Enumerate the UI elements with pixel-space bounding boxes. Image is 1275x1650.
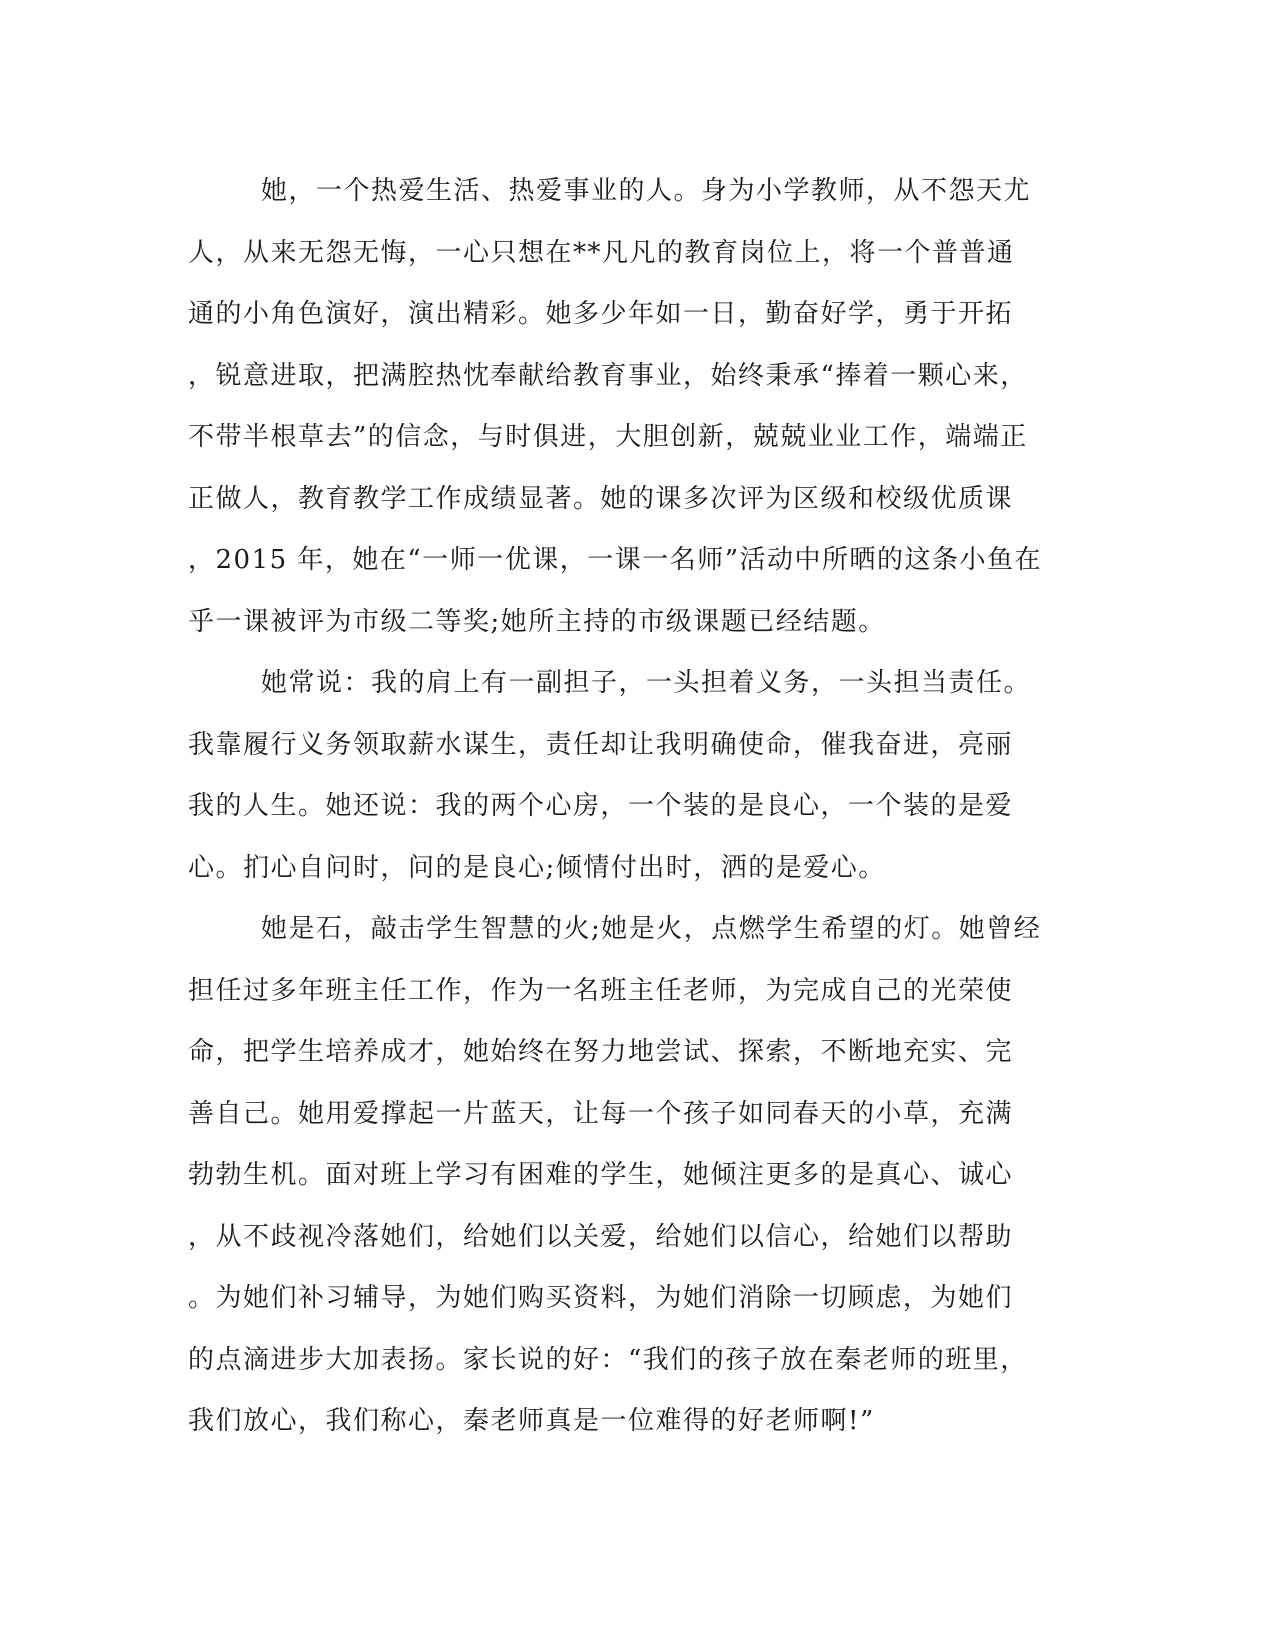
- text-line: 善自己。她用爱撑起一片蓝天，让每一个孩子如同春天的小草，充满: [188, 1098, 1014, 1129]
- text-line: 她常说：我的肩上有一副担子，一头担着义务，一头担当责任。: [261, 668, 1032, 698]
- text-line: 勃勃生机。面对班上学习有困难的学生，她倾注更多的是真心、诚心: [188, 1160, 1014, 1190]
- document-body: [188, 161, 1088, 1453]
- text-line: 她，一个热爱生活、热爱事业的人。身为小学教师，从不怨天尤: [261, 176, 1032, 206]
- text-line: 乎一课被评为市级二等奖;她所主持的市级课题已经结题。: [188, 606, 886, 637]
- text-line: 。为她们补习辅导，为她们购买资料，为她们消除一切顾虑，为她们: [188, 1283, 1014, 1313]
- text-line: 人，从来无怨无悔，一心只想在**凡凡的教育岗位上，将一个普普通: [188, 237, 1015, 268]
- paragraph-1: [188, 161, 1088, 653]
- paragraph-3: [188, 899, 1088, 1453]
- text-line: 正做人，教育教学工作成绩显著。她的课多次评为区级和校级优质课: [188, 483, 1014, 514]
- text-line: 我们放心，我们称心，秦老师真是一位难得的好老师啊!”: [188, 1406, 875, 1436]
- paragraph-2: [188, 653, 1088, 899]
- text-line: 的点滴进步大加表扬。家长说的好：“我们的孩子放在秦老师的班里，: [188, 1344, 1028, 1375]
- text-line: ，锐意进取，把满腔热忱奉献给教育事业，始终秉承“捧着一颗心来，: [188, 360, 1028, 391]
- text-line: 不带半根草去”的信念，与时俱进，大胆创新，兢兢业业工作，端端正: [188, 422, 1028, 452]
- text-line: 担任过多年班主任工作，作为一名班主任老师，为完成自己的光荣使: [188, 975, 1014, 1006]
- text-line: 命，把学生培养成才，她始终在努力地尝试、探索，不断地充实、完: [188, 1037, 1014, 1067]
- text-line: ，2015 年，她在“一师一优课，一课一名师”活动中所晒的这条小鱼在: [188, 545, 1043, 575]
- text-line: ，从不歧视冷落她们，给她们以关爱，给她们以信心，给她们以帮助: [188, 1221, 1014, 1252]
- text-line: 她是石，敲击学生智慧的火;她是火，点燃学生希望的灯。她曾经: [261, 914, 1042, 944]
- text-line: 我靠履行义务领取薪水谋生，责任却让我明确使命，催我奋进，亮丽: [188, 729, 1014, 760]
- text-line: 心。扪心自问时，问的是良心;倾情付出时，洒的是爱心。: [188, 852, 886, 883]
- text-line: 通的小角色演好，演出精彩。她多少年如一日，勤奋好学，勇于开拓: [188, 299, 1014, 329]
- text-line: 我的人生。她还说：我的两个心房，一个装的是良心，一个装的是爱: [188, 791, 1014, 821]
